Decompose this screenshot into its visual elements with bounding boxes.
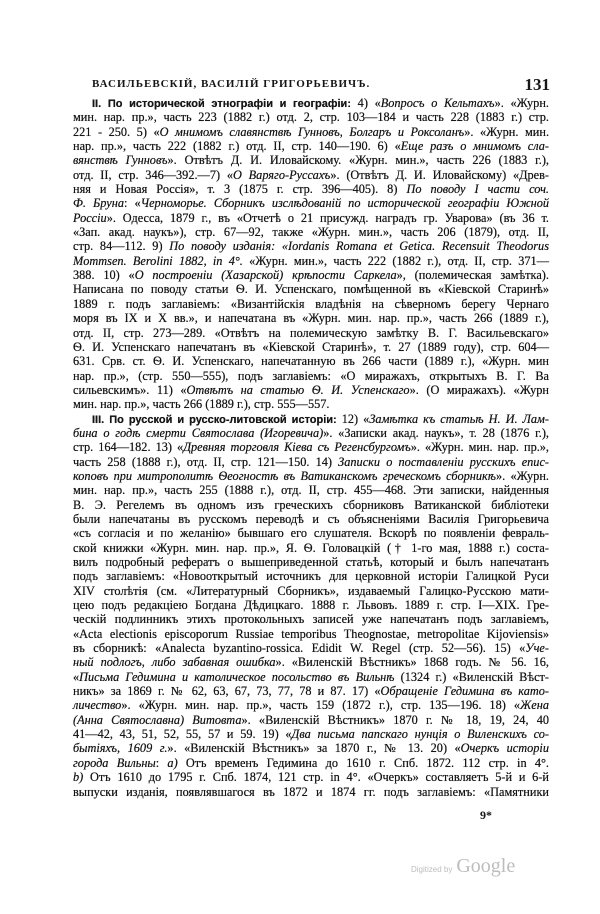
text-segment: ческій подлинникъ этихъ протокольныхъ записей уже напечатанъ подъ заглавіемъ,	[73, 612, 549, 627]
text-line	[73, 369, 549, 383]
text-segment: въ сборникѣ: «Analecta byzantino-rossica. Edidit W. Regel (стр. 52—56). 15) «	[73, 641, 526, 656]
running-header	[92, 75, 550, 94]
italic-title: О построеніи (Хазарской) крѣпости Саркела	[134, 268, 397, 283]
text-segment: 631. Срв. ст. Ѳ. И. Успенскаго, напечатанную въ 266 части (1889 г.), «Журн. мин	[73, 354, 549, 369]
text-segment: ». «Виленскій Вѣстникъ» за 1870 г., № 13. 20) «	[167, 741, 461, 756]
text-segment: моря въ IX и X вв.», и напечатана въ «Журн. мин. нар. пр.», часть 266 (1889 г.),	[73, 311, 549, 326]
text-line	[73, 354, 549, 368]
text-segment: сильевскимъ». 11) «	[73, 382, 187, 397]
text-line	[73, 498, 549, 512]
italic-title: бытіяхъ, 1609 г.	[73, 741, 168, 756]
text-segment: 12) «	[336, 411, 370, 426]
text-segment: ». «Журн. мин. нар. пр.», часть 159 (1872 г.), стр. 135—196. 18) «	[121, 698, 521, 713]
text-line	[73, 196, 549, 210]
text-segment: ». «Виленскій Вѣстникъ» 1868 годъ. № 56. 16,	[275, 655, 550, 670]
text-segment: :	[155, 755, 168, 770]
text-line	[73, 713, 549, 727]
text-segment: 4) «	[351, 96, 381, 110]
text-line	[73, 297, 549, 311]
text-line	[73, 168, 549, 182]
text-line	[73, 684, 549, 698]
text-segment: ». «Записки акад. наукъ», т. 28 (1876 г.),	[323, 425, 549, 440]
text-line	[73, 254, 549, 268]
text-line	[73, 698, 549, 712]
text-segment: ». «Журн.	[495, 468, 549, 483]
text-segment: ». Отвѣтъ Д. И. Иловайскому. «Журн. мин.», часть 226 (1883 г.),	[167, 153, 549, 168]
text-segment: «Журн. мин.», часть 222 (1882 г.), отд. II, стр. 371—	[242, 253, 550, 268]
text-segment: мин. нар. пр.», часть 266 (1889 г.), стр. 555—557.	[73, 397, 330, 412]
text-line	[73, 153, 549, 167]
italic-title: По поводу I части соч.	[406, 182, 550, 197]
text-line	[73, 483, 549, 497]
text-segment: 1889 г. подъ заглавіемъ: «Византійскія владѣнія на сѣверномъ берегу Чернаго	[73, 296, 549, 311]
italic-title: Письма Гедимина и католическое посольство въ Вильнѣ	[79, 669, 395, 684]
text-segment: XIV столѣтія (см. «Литературный Сборникъ», издаваемый Галицко-Русскою мати-	[73, 583, 549, 598]
italic-title: города Вильны	[73, 755, 156, 770]
text-line	[73, 770, 549, 784]
text-segment: ». «Журн. мин.	[464, 124, 550, 139]
running-title: ВАСИЛЬЕВСКІЙ, ВАСИЛІЙ ГРИГОРЬЕВИЧЪ.	[92, 78, 371, 90]
signature-mark: 9*	[480, 808, 492, 822]
text-segment: : «	[123, 196, 141, 211]
text-segment: (1324 г.) «Виленскій Вѣст-	[394, 669, 549, 684]
text-line	[73, 110, 549, 124]
italic-title: ный подлогъ, либо забавная ошибка	[73, 655, 276, 670]
text-line	[73, 239, 549, 253]
text-segment: ». Одесса, 1879 г., въ «Отчетѣ о 21 присужд. наградъ гр. Уварова» (въ 36 т.	[106, 210, 549, 225]
text-line	[73, 139, 549, 153]
text-line	[73, 268, 549, 282]
text-segment: выпуски изданія, появлявшагося въ 1872 и 1874 гг. подъ заглавіемъ: «Памятники	[73, 784, 549, 799]
text-segment: нар. пр.», (стр. 550—555), подъ заглавіемъ: «О миражахъ, открытыхъ В. Г. Ва	[73, 368, 549, 383]
italic-title: Древняя торговля Кіева съ Регенсбургомъ	[183, 440, 411, 455]
text-line	[73, 383, 549, 397]
text-segment: «Acta electionis episcoporum Russiae temporibus Theognostae, metropolitae Kijoviensis»	[73, 626, 549, 641]
text-line	[73, 211, 549, 225]
text-segment: «Зап. акад. наукъ»), стр. 67—92, также «Журн. мин.», часть 206 (1879), отд. II,	[73, 225, 549, 240]
italic-title: Ф. Бруна	[73, 196, 124, 211]
text-line	[73, 756, 549, 770]
text-line	[73, 125, 549, 139]
text-line	[73, 655, 549, 669]
text-segment: часть 258 (1888 г.), отд. II, стр. 121—150. 14)	[73, 454, 339, 469]
italic-title: коповъ при митрополитѣ Ѳеогностѣ въ Ватиканскомъ греческомъ сборникѣ	[73, 468, 496, 483]
italic-title: Жена	[520, 698, 549, 713]
text-line	[73, 785, 549, 799]
text-line	[73, 512, 549, 526]
italic-title: вянствѣ Гунновъ	[73, 153, 168, 168]
text-segment: стр. 84—112. 9)	[73, 239, 170, 254]
italic-title: Черноморье. Сборникъ изслѣдованій по исторической географіи Южной	[140, 196, 550, 211]
italic-title: (Анна Святославна) Витовта	[73, 712, 242, 727]
page-number: 131	[524, 75, 550, 94]
text-segment: нар. пр.», часть 222 (1882 г.) отд. II, стр. 140—190. 6) «	[73, 139, 401, 154]
text-line	[73, 641, 549, 655]
text-line	[73, 741, 549, 755]
text-segment: ». «Журн. мин. нар. пр.»,	[410, 440, 550, 455]
section-heading: II. По исторической этнографіи и географіи:	[92, 98, 351, 110]
text-line	[73, 397, 549, 411]
text-segment: Написана по поводу статьи Ѳ. И. Успенскаго, помѣщенной въ «Кіевской Старинѣ»	[73, 282, 549, 297]
italic-title: Отвѣтъ на статью Ѳ. И. Успенскаго	[186, 382, 410, 397]
bibliography-text	[73, 96, 549, 799]
text-line	[73, 282, 549, 296]
italic-title: личество	[73, 698, 122, 713]
text-segment: отд. II, стр. 273—289. «Отвѣтъ на полемическую замѣтку В. Г. Васильевскаго»	[73, 325, 549, 340]
italic-title: Россіи	[73, 210, 107, 225]
italic-title: О мнимомъ славянствѣ Гунновъ, Болгаръ и Роксоланъ	[159, 124, 465, 139]
text-segment: мин. нар. пр.», часть 223 (1882 г.) отд. 2, стр. 103—184 и часть 228 (1883 г.) стр.	[73, 110, 549, 125]
text-line	[73, 440, 549, 454]
text-line	[73, 727, 549, 741]
text-segment: отд. II, стр. 346—392.—7) «	[73, 167, 234, 182]
text-segment: ». «Журн.	[494, 96, 549, 110]
digitized-by-google-watermark	[411, 855, 515, 878]
text-segment: подъ заглавіемъ: «Новооткрытый источникъ для церковной исторіи Галицкой Руси	[73, 569, 549, 584]
text-segment: были напечатаны въ русскомъ переводѣ и съ объясненіями Василія Григорьевича	[73, 511, 549, 526]
text-segment: «	[73, 669, 80, 684]
watermark-prefix: Digitized by	[411, 865, 453, 874]
text-line	[73, 225, 549, 239]
text-segment: вилъ подробный рефератъ о вышеприведенной статьѣ, который и былъ напечатанъ	[73, 555, 549, 569]
italic-title: b)	[73, 770, 84, 785]
text-segment: мин. нар. пр.», часть 255 (1888 г.), отд. II, стр. 455—468. Эти записки, найденныя	[73, 483, 549, 498]
text-line	[73, 455, 549, 469]
text-line	[73, 541, 549, 555]
italic-title: По поводу изданія: «Iordanis Romana et Getica. Recensuit Theodorus	[169, 239, 549, 254]
text-segment: В. Э. Регелемъ въ одномъ изъ греческихъ сборниковъ Ватиканской библіотеки	[73, 497, 549, 512]
text-line	[73, 584, 549, 598]
italic-title: бина о годѣ смерти Святослава (Игоревича)	[73, 425, 324, 440]
italic-title: Замѣтка къ статьѣ Н. И. Лам-	[369, 411, 549, 426]
text-segment: няя и Новая Россія», т. 3 (1875 г. стр. 396—405). 8)	[73, 182, 407, 197]
text-segment: 221 - 250. 5) «	[73, 124, 160, 139]
text-line	[73, 555, 549, 569]
text-segment: «съ согласія и по желанію» бывшаго его слушателя. Вскорѣ по появленіи февраль-	[73, 526, 549, 541]
text-line	[73, 96, 549, 110]
text-segment: 388. 10) «	[73, 268, 135, 283]
text-line	[73, 670, 549, 684]
italic-title: Еще разъ о мнимомъ сла-	[400, 139, 550, 154]
text-line	[73, 526, 549, 540]
italic-title: a)	[167, 755, 178, 770]
text-line	[73, 569, 549, 583]
text-line	[73, 612, 549, 626]
text-segment: », (полемическая замѣтка).	[396, 268, 549, 283]
italic-title: О Варяго-Руссахъ	[233, 167, 331, 182]
text-segment: 41—42, 43, 51, 52, 55, 57 и 59. 19) «	[73, 727, 292, 742]
text-segment: ». (Отвѣтъ Д. И. Иловайскому) «Древ-	[330, 167, 550, 182]
text-line	[73, 426, 549, 440]
text-line	[73, 182, 549, 196]
text-line	[73, 311, 549, 325]
text-line	[73, 412, 549, 426]
text-line	[73, 627, 549, 641]
text-line	[73, 326, 549, 340]
text-segment: Отъ временъ Гедимина до 1610 г. Спб. 1872. 112 стр. in 4°.	[177, 755, 549, 770]
italic-title: Очеркъ исторіи	[460, 741, 549, 756]
italic-title: Mommsen. Berolini 1882, in 4°.	[73, 253, 243, 268]
text-segment: ». (О миражахъ). «Журн	[409, 382, 549, 397]
text-segment: ». «Виленскій Вѣстникъ» 1870 г. № 18, 19, 24, 40	[241, 712, 550, 727]
text-segment: стр. 164—182. 13) «	[73, 440, 184, 455]
italic-title: Вопросъ о Кельтахъ	[380, 96, 495, 110]
section-heading: III. По русской и русско-литовской исторіи:	[92, 413, 337, 426]
italic-title: Обращеніе Гедимина въ като-	[380, 684, 549, 699]
text-segment: ской книжки «Журн. мин. нар. пр.», Я. Ѳ. Головацкій († 1-го мая, 1888 г.) соста-	[73, 540, 549, 555]
text-segment: цею подъ редакціею Богдана Дѣдицкаго. 1888 г. Львовъ. 1889 г. стр. I—XIX. Гре-	[73, 598, 549, 613]
text-segment: Ѳ. И. Успенскаго напечатанъ въ «Кіевской Старинѣ», т. 27 (1889 году), стр. 604—	[73, 339, 549, 354]
text-line	[73, 469, 549, 483]
italic-title: Записки о поставленіи русскихъ епис-	[338, 454, 549, 469]
watermark-brand: Google	[456, 855, 516, 877]
italic-title: Уче-	[525, 641, 549, 656]
text-segment: никъ» за 1869 г. № 62, 63, 67, 73, 77, 78 и 87. 17) «	[73, 684, 381, 699]
text-segment: Отъ 1610 до 1795 г. Спб. 1874, 121 стр. in 4°. «Очеркъ» составляетъ 5-й и 6-й	[83, 770, 549, 785]
italic-title: Два письма папскаго нунція о Виленскихъ со-	[291, 727, 549, 742]
text-line	[73, 598, 549, 612]
text-line	[73, 340, 549, 354]
